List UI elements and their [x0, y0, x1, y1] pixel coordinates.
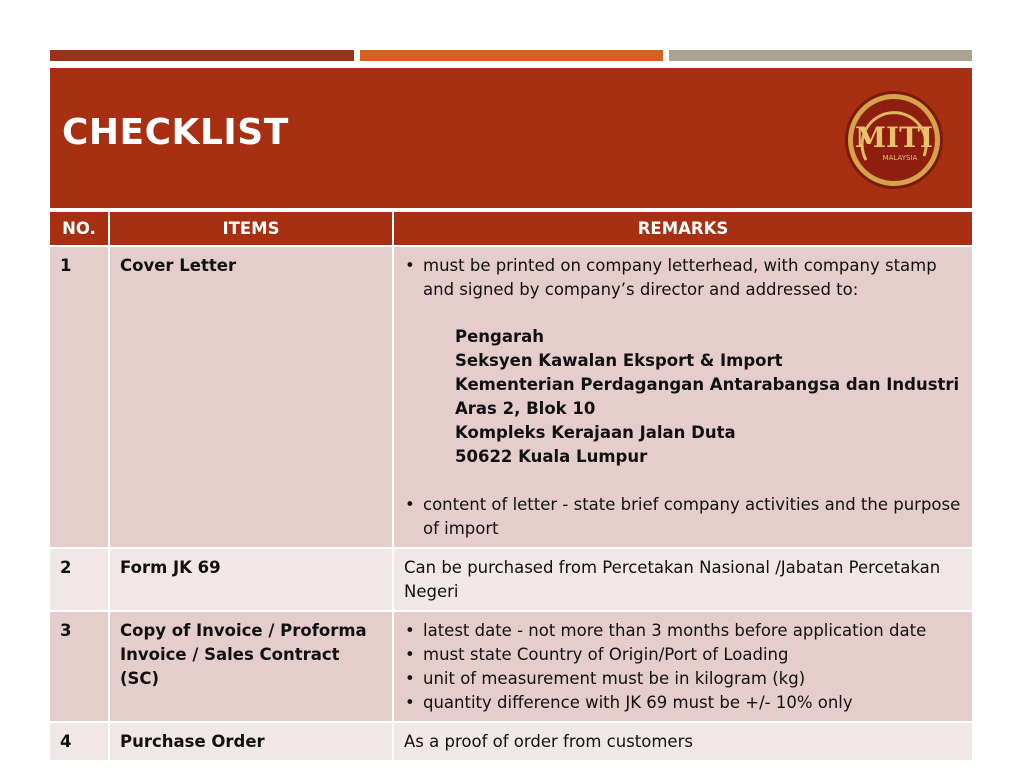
row-number: 4 [50, 722, 109, 760]
remark-bullet: • content of letter - state brief company activities and the purpose of import [404, 493, 962, 541]
table-row [50, 722, 972, 760]
accent-stripe-left [50, 50, 354, 61]
header-items: ITEMS [109, 212, 393, 246]
row-remark: As a proof of order from customers [393, 722, 972, 760]
row-remarks [393, 246, 972, 548]
remark-bullet: • latest date - not more than 3 months before application date [404, 619, 962, 643]
table-row [50, 611, 972, 722]
row-number: 1 [50, 246, 109, 548]
remark-bullet: • must be printed on company letterhead, with company stamp and signed by company’s director and addressed to: [404, 254, 962, 302]
slide-title: CHECKLIST [62, 112, 289, 153]
table-header-row [50, 212, 972, 246]
table-row [50, 548, 972, 611]
header-remarks: REMARKS [393, 212, 972, 246]
accent-stripe-middle [360, 50, 663, 61]
table-row [50, 246, 972, 548]
row-remarks [393, 611, 972, 722]
row-item: Purchase Order [109, 722, 393, 760]
remark-bullet: • quantity difference with JK 69 must be +/- 10% only [404, 691, 962, 715]
address-line: Seksyen Kawalan Eksport & Import [455, 351, 783, 370]
row-item: Copy of Invoice / Proforma Invoice / Sales Contract (SC) [109, 611, 393, 722]
remark-bullet: • unit of measurement must be in kilogram (kg) [404, 667, 962, 691]
header-no: NO. [50, 212, 109, 246]
title-banner [50, 68, 972, 208]
logo-text: MITI [854, 121, 934, 154]
row-number: 3 [50, 611, 109, 722]
row-item: Form JK 69 [109, 548, 393, 611]
row-number: 2 [50, 548, 109, 611]
address-line: Kementerian Perdagangan Antarabangsa dan Industri [455, 375, 960, 394]
remark-bullet: • must state Country of Origin/Port of Loading [404, 643, 962, 667]
address-line: Kompleks Kerajaan Jalan Duta [455, 423, 736, 442]
miti-logo [844, 90, 944, 190]
address-line: Aras 2, Blok 10 [455, 399, 596, 418]
row-item: Cover Letter [109, 246, 393, 548]
address-line: Pengarah [455, 327, 544, 346]
address-block [404, 325, 962, 469]
logo-subtext: MALAYSIA [882, 154, 918, 162]
row-remark: Can be purchased from Percetakan Nasional /Jabatan Percetakan Negeri [393, 548, 972, 611]
checklist-table [50, 212, 972, 760]
accent-stripe-right [669, 50, 972, 61]
address-line: 50622 Kuala Lumpur [455, 447, 648, 466]
